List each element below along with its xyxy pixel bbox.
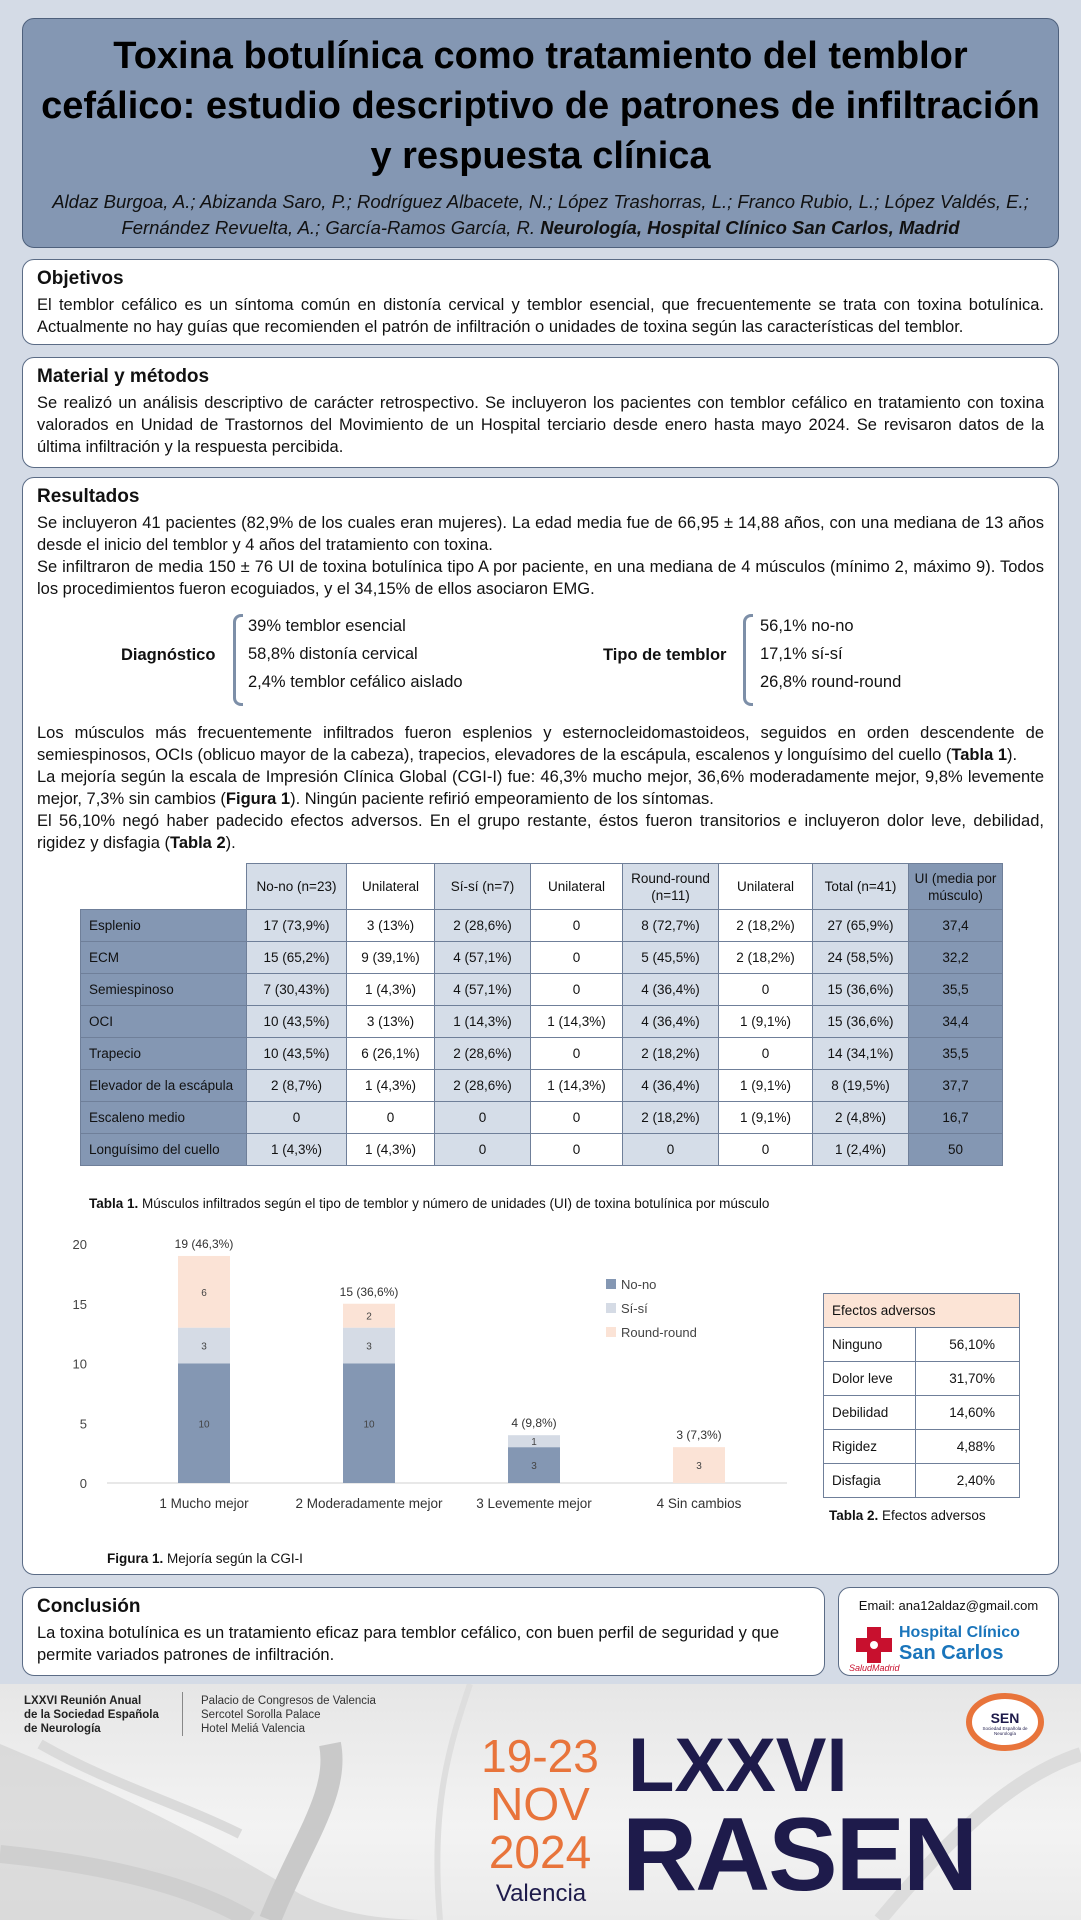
table-row (824, 1430, 1020, 1464)
tabla-1-cell: 4 (36,4%) (623, 1006, 719, 1038)
legend-swatch (606, 1279, 616, 1289)
tipo-item: 56,1% no-no (760, 617, 854, 635)
tabla-1-cell: 1 (14,3%) (435, 1006, 531, 1038)
tabla-1-cell: 2 (18,2%) (623, 1102, 719, 1134)
tabla-1-cell: 0 (719, 974, 813, 1006)
material-section (22, 357, 1059, 468)
tabla-1-cell: 0 (531, 1134, 623, 1166)
y-tick-label: 15 (72, 1296, 87, 1312)
tabla-1-row-label: Escaleno medio (81, 1102, 247, 1134)
conclusion-section (22, 1587, 825, 1676)
footer-dates: 19-23 NOV 2024 (481, 1730, 599, 1878)
table-row (81, 1134, 1003, 1166)
tabla-1-row-label: Elevador de la escápula (81, 1070, 247, 1102)
bar-data-label: 3 (366, 1341, 372, 1353)
bar-data-label: 10 (363, 1419, 375, 1431)
legend-swatch (606, 1327, 616, 1337)
diagnostico-item: 58,8% distonía cervical (248, 645, 418, 663)
tabla-1-row-label: Trapecio (81, 1038, 247, 1070)
tabla-1-cell: 1 (14,3%) (531, 1070, 623, 1102)
tabla-1-row-label: Esplenio (81, 910, 247, 942)
tabla-2-value: 4,88% (916, 1430, 1020, 1464)
tabla-2-value: 14,60% (916, 1396, 1020, 1430)
tabla-1-cell: 2 (18,2%) (719, 942, 813, 974)
tabla-1-cell: 24 (58,5%) (813, 942, 909, 974)
table-row (81, 1102, 1003, 1134)
table-row (81, 1070, 1003, 1102)
hospital-cross-icon (853, 1625, 897, 1665)
tabla-1-cell: 8 (72,7%) (623, 910, 719, 942)
tabla-1-cell: 0 (719, 1134, 813, 1166)
legend-swatch (606, 1303, 616, 1313)
affiliation: Neurología, Hospital Clínico San Carlos, Madrid (540, 217, 960, 238)
hospital-logo (839, 1623, 1058, 1673)
resultados-continued (37, 722, 1044, 854)
bar-data-label: 2 (366, 1311, 372, 1323)
tipo-item: 17,1% sí-sí (760, 645, 843, 663)
tabla-1-cell: 32,2 (909, 942, 1003, 974)
footer-divider (182, 1692, 183, 1736)
tabla-2-label: Dolor leve (824, 1362, 916, 1396)
tabla-1-cell: 4 (57,1%) (435, 942, 531, 974)
tipo-brace (743, 614, 753, 706)
legend-label: Round-round (621, 1325, 697, 1340)
tabla-1-cell: 1 (2,4%) (813, 1134, 909, 1166)
tabla-1-header: Unilateral (719, 864, 813, 910)
tabla-1-cell: 1 (14,3%) (531, 1006, 623, 1038)
bar-data-label: 6 (201, 1287, 207, 1299)
table-row (81, 910, 1003, 942)
tabla-1-cell: 16,7 (909, 1102, 1003, 1134)
x-tick-label: 1 Mucho mejor (159, 1496, 249, 1511)
bar-total-label: 3 (7,3%) (676, 1428, 722, 1443)
tabla-1-cell: 3 (13%) (347, 1006, 435, 1038)
bar-total-label: 4 (9,8%) (511, 1416, 557, 1431)
objetivos-section (22, 259, 1059, 345)
diagnostico-label: Diagnóstico (121, 646, 216, 664)
tabla-2-label: Ninguno (824, 1328, 916, 1362)
tabla-1-cell: 35,5 (909, 1038, 1003, 1070)
tabla-1-cell: 1 (4,3%) (347, 1134, 435, 1166)
tabla-1-cell: 2 (8,7%) (247, 1070, 347, 1102)
tabla-2-value: 31,70% (916, 1362, 1020, 1396)
conclusion-text: La toxina botulínica es un tratamiento eficaz para temblor cefálico, con buen perfil de seguridad y que permite variados patrones de infiltración. (37, 1624, 780, 1664)
tabla-1-cell: 27 (65,9%) (813, 910, 909, 942)
table-row (824, 1362, 1020, 1396)
resultados-p2: Se infiltraron de media 150 ± 76 UI de toxina botulínica tipo A por paciente, en una mediana de 4 músculos (mínimo 2, máximo 9). Todos los procedimientos fueron ecoguiados, y el 34,15% de ellos asociaron EMG. (37, 558, 1044, 598)
tabla-2-label: Debilidad (824, 1396, 916, 1430)
tabla-1-cell: 0 (531, 910, 623, 942)
tabla-1-row-label: ECM (81, 942, 247, 974)
tabla-1-cell: 3 (13%) (347, 910, 435, 942)
diagnostico-item: 39% temblor esencial (248, 617, 406, 635)
x-tick-label: 4 Sin cambios (656, 1496, 742, 1511)
salud-madrid-label: SaludMadrid (849, 1663, 900, 1673)
tabla-1-cell: 1 (9,1%) (719, 1102, 813, 1134)
tabla-1-cell: 0 (435, 1134, 531, 1166)
tabla-1-header: Unilateral (531, 864, 623, 910)
y-tick-label: 5 (79, 1416, 87, 1432)
tabla-1-cell: 4 (36,4%) (623, 1070, 719, 1102)
table-row (824, 1396, 1020, 1430)
diagnostico-brace (233, 614, 243, 706)
tabla-1-cell: 15 (36,6%) (813, 974, 909, 1006)
tabla-1-row-label: OCI (81, 1006, 247, 1038)
tabla-1-cell: 35,5 (909, 974, 1003, 1006)
tabla-1-cell: 9 (39,1%) (347, 942, 435, 974)
tabla-1-header: Sí-sí (n=7) (435, 864, 531, 910)
contact-email[interactable]: Email: ana12aldaz@gmail.com (858, 1598, 1039, 1613)
tabla-1-cell: 0 (247, 1102, 347, 1134)
tabla-1-cell: 0 (347, 1102, 435, 1134)
table-row (81, 942, 1003, 974)
tabla-1-row-label: Semiespinoso (81, 974, 247, 1006)
table-row (81, 1038, 1003, 1070)
sen-logo: SEN Sociedad Española de Neurología (964, 1690, 1046, 1756)
resultados-heading: Resultados (37, 486, 140, 507)
tabla-1-cell: 1 (4,3%) (347, 974, 435, 1006)
tabla-1-header: No-no (n=23) (247, 864, 347, 910)
tabla-1-cell: 0 (531, 942, 623, 974)
objetivos-text: El temblor cefálico es un síntoma común en distonía cervical y temblor esencial, que frecuentemente se trata con toxina botulínica. Actualmente no hay guías que recomienden el patrón de infiltración o unidades de toxina según las características del temblor. (37, 296, 1044, 336)
resultados-p5: El 56,10% negó haber padecido efectos adversos. En el grupo restante, éstos fueron transitorios e incluyeron dolor leve, debilidad, rigidez y disfagia (Tabla 2). (37, 812, 1044, 852)
tabla-2-label: Disfagia (824, 1464, 916, 1498)
objetivos-heading: Objetivos (37, 268, 124, 289)
tabla-2-label: Rigidez (824, 1430, 916, 1464)
footer-city: Valencia (495, 1880, 587, 1907)
tabla-1-cell: 37,7 (909, 1070, 1003, 1102)
tabla-1-cell: 1 (9,1%) (719, 1006, 813, 1038)
table-row (81, 1006, 1003, 1038)
bar-data-label: 3 (201, 1341, 207, 1353)
footer-venues: Palacio de Congresos de Valencia Sercotel Sorolla Palace Hotel Meliá Valencia (201, 1695, 376, 1735)
tabla-1-cell: 10 (43,5%) (247, 1038, 347, 1070)
title-banner (22, 18, 1059, 248)
tabla-1-cell: 0 (531, 1102, 623, 1134)
tabla-1-cell: 2 (28,6%) (435, 1038, 531, 1070)
bar-total-label: 19 (46,3%) (174, 1236, 234, 1251)
tabla-1-cell: 34,4 (909, 1006, 1003, 1038)
tabla-2-value: 2,40% (916, 1464, 1020, 1498)
conclusion-heading: Conclusión (37, 1596, 141, 1617)
tabla-1 (80, 863, 1003, 1166)
material-text: Se realizó un análisis descriptivo de carácter retrospectivo. Se incluyeron los pacientes con temblor cefálico en tratamiento con toxina valorados en Unidad de Trastornos del Movimiento de un Hospital terciario desde enero hasta mayo 2024. Se revisaron datos de la última infiltración y la respuesta percibida. (37, 394, 1044, 456)
tabla-1-cell: 0 (435, 1102, 531, 1134)
tabla-1-cell: 15 (36,6%) (813, 1006, 909, 1038)
resultados-p4: La mejoría según la escala de Impresión Clínica Global (CGI-I) fue: 46,3% mucho mejor, 36,6% moderadamente mejor, 9,8% levemente mejor, 7,3% sin cambios (Figura 1). Ningún paciente refirió empeoramiento de los síntomas. (37, 768, 1044, 808)
tabla-1-cell: 7 (30,43%) (247, 974, 347, 1006)
tabla-1-header: Round-round (n=11) (623, 864, 719, 910)
poster-title: Toxina botulínica como tratamiento del temblor cefálico: estudio descriptivo de patrones de infiltración y respuesta clínica (41, 35, 1040, 177)
table-row (81, 974, 1003, 1006)
authors-names: Aldaz Burgoa, A.; Abizanda Saro, P.; Rodríguez Albacete, N.; López Trashorras, L.; Franco Rubio, L.; López Valdés, E.; Fernández Revuelta, A.; García-Ramos García, R. (52, 191, 1029, 238)
footer-lxxvi: LXXVI (628, 1723, 848, 1808)
tabla-1-cell: 14 (34,1%) (813, 1038, 909, 1070)
bar-data-label: 3 (696, 1461, 702, 1473)
tabla-2-caption: Tabla 2. Efectos adversos (829, 1508, 986, 1523)
diagnostico-list (248, 612, 463, 696)
tabla-2-value: 56,10% (916, 1328, 1020, 1362)
tabla-1-cell: 2 (28,6%) (435, 1070, 531, 1102)
x-tick-label: 3 Levemente mejor (476, 1496, 592, 1511)
figura-1-caption: Figura 1. Mejoría según la CGI-I (107, 1551, 303, 1566)
resultados-p3: Los músculos más frecuentemente infiltrados fueron esplenios y esternocleidomastoideos, seguidos en orden descendente de semiespinosos, OCIs (oblicuo mayor de la cabeza), trapecios, elevadores de la escápula, escalenos y longuísimo del cuello (Tabla 1). (37, 724, 1044, 764)
tabla-1-cell: 1 (9,1%) (719, 1070, 813, 1102)
tabla-1-cell: 10 (43,5%) (247, 1006, 347, 1038)
tabla-1-cell: 2 (18,2%) (719, 910, 813, 942)
y-tick-label: 0 (79, 1476, 87, 1491)
tabla-1-cell: 0 (719, 1038, 813, 1070)
legend-label: Sí-sí (621, 1301, 648, 1316)
hospital-name: Hospital Clínico San Carlos (899, 1624, 1020, 1664)
bar-data-label: 1 (531, 1437, 537, 1449)
resultados-p1: Se incluyeron 41 pacientes (82,9% de los cuales eran mujeres). La edad media fue de 66,95 ± 14,88 años, con una mediana de 13 años desde el inicio del temblor y 4 años del tratamiento con toxina. (37, 514, 1044, 554)
tabla-1-cell: 2 (4,8%) (813, 1102, 909, 1134)
tabla-1-cell: 0 (531, 974, 623, 1006)
tipo-label: Tipo de temblor (603, 646, 727, 664)
footer-rasen: RASEN (622, 1797, 977, 1913)
tabla-1-header: Unilateral (347, 864, 435, 910)
table-row (824, 1464, 1020, 1498)
tabla-1-cell: 8 (19,5%) (813, 1070, 909, 1102)
tabla-1-cell: 2 (28,6%) (435, 910, 531, 942)
tabla-1-cell: 0 (623, 1134, 719, 1166)
bar-data-label: 10 (198, 1419, 210, 1431)
tabla-1-cell: 5 (45,5%) (623, 942, 719, 974)
tabla-1-header: UI (media por músculo) (909, 864, 1003, 910)
tabla-1-cell: 1 (4,3%) (247, 1134, 347, 1166)
table-row (824, 1328, 1020, 1362)
tabla-1-header-row (81, 864, 1003, 910)
tabla-1-cell: 4 (57,1%) (435, 974, 531, 1006)
tabla-1-cell: 4 (36,4%) (623, 974, 719, 1006)
tabla-1-header: Total (n=41) (813, 864, 909, 910)
tabla-1-cell: 15 (65,2%) (247, 942, 347, 974)
tabla-1-row-label: Longuísimo del cuello (81, 1134, 247, 1166)
footer-event-name: LXXVI Reunión Anual de la Sociedad Española de Neurología (24, 1695, 159, 1735)
tabla-1-cell: 1 (4,3%) (347, 1070, 435, 1102)
tabla-1-cell: 2 (18,2%) (623, 1038, 719, 1070)
bar-total-label: 15 (36,6%) (339, 1284, 399, 1299)
diagnostico-item: 2,4% temblor cefálico aislado (248, 673, 463, 691)
x-tick-label: 2 Moderadamente mejor (295, 1496, 443, 1511)
footer-banner (0, 1684, 1081, 1920)
bar-data-label: 3 (531, 1461, 537, 1473)
tabla-1-cell: 6 (26,1%) (347, 1038, 435, 1070)
contact-box (838, 1587, 1059, 1676)
authors-line (23, 189, 1058, 241)
legend-label: No-no (621, 1277, 657, 1292)
tabla-1-cell: 17 (73,9%) (247, 910, 347, 942)
tabla-1-cell: 37,4 (909, 910, 1003, 942)
y-tick-label: 20 (72, 1237, 87, 1252)
tipo-item: 26,8% round-round (760, 673, 902, 691)
tabla-1-caption: Tabla 1. Músculos infiltrados según el tipo de temblor y número de unidades (UI) de toxina botulínica por músculo (89, 1196, 770, 1211)
tabla-1-cell: 50 (909, 1134, 1003, 1166)
figura-1-chart (37, 1218, 797, 1518)
tabla-2 (823, 1293, 1020, 1498)
tipo-list (760, 612, 901, 696)
tabla-1-cell: 0 (531, 1038, 623, 1070)
y-tick-label: 10 (72, 1356, 87, 1372)
resultados-section (22, 477, 1059, 1575)
tabla-2-header: Efectos adversos (824, 1294, 1020, 1328)
material-heading: Material y métodos (37, 366, 210, 387)
tabla-2-header-row (824, 1294, 1020, 1328)
